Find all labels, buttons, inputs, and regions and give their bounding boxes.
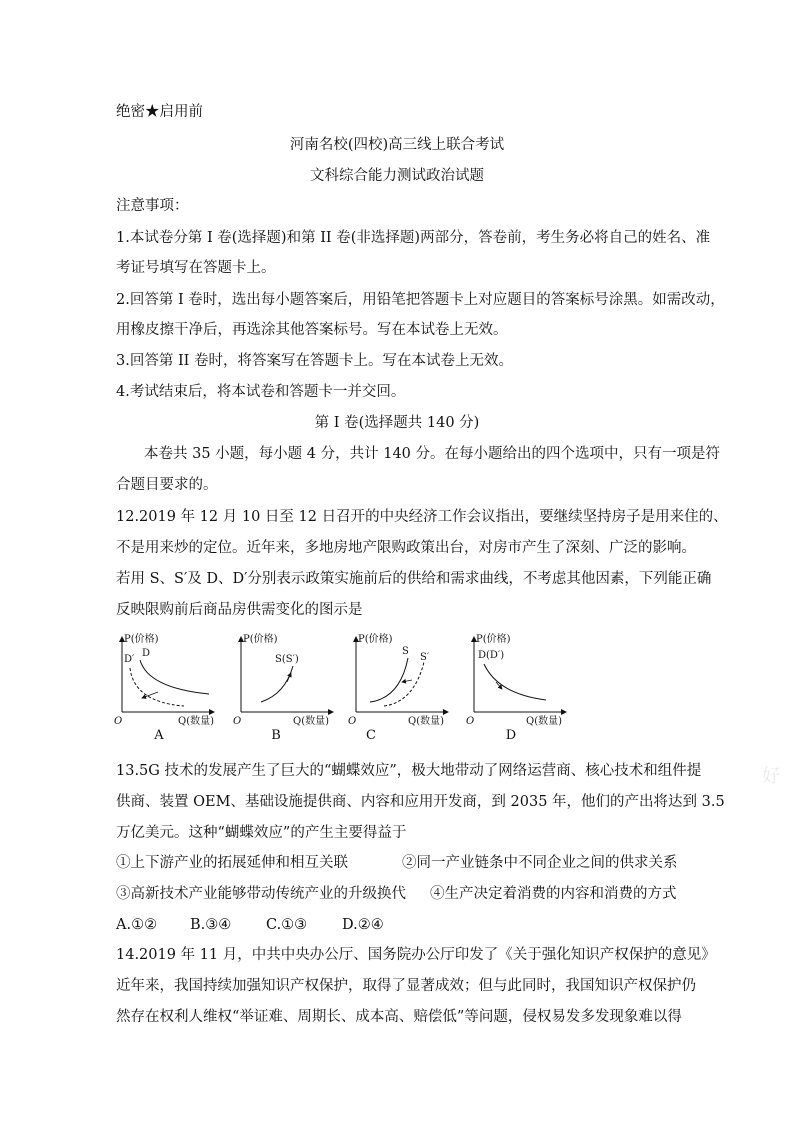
q12-line-4: 反映限购前后商品房供需变化的图示是 <box>116 602 363 618</box>
graph-b <box>233 632 343 742</box>
graph-b-label: B <box>271 728 281 743</box>
origin-label: O <box>348 716 357 727</box>
y-axis-label: P(价格) <box>358 634 393 645</box>
exam-subtitle: 文科综合能力测试政治试题 <box>310 168 484 184</box>
graph-a-label: A <box>154 728 164 743</box>
q13-statement-3: ③高新技术产业能够带动传统产业的升级换代 <box>116 886 406 902</box>
section-title: 第 I 卷(选择题共 140 分) <box>314 415 480 431</box>
graph-c <box>348 632 458 742</box>
curve-s <box>261 666 293 702</box>
note-3: 3.回答第 II 卷时，将答案写在答题卡上。写在本试卷上无效。 <box>116 353 514 369</box>
curve-d <box>484 664 546 700</box>
origin-label: O <box>466 716 475 727</box>
q13-choice-c: C.①③ <box>266 917 308 933</box>
q12-line-1: 12.2019 年 12 月 10 日至 12 日召开的中央经济工作会议指出，要继续坚持房子是用来住的、 <box>116 509 728 525</box>
q13-line-1: 13.5G 技术的发展产生了巨大的“蝴蝶效应”，极大地带动了网络运营商、核心技术和组件提 <box>116 763 702 779</box>
note-4: 4.考试结束后，将本试卷和答题卡一并交回。 <box>116 384 406 400</box>
section-intro-line-1: 本卷共 35 小题，每小题 4 分，共计 140 分。在每小题给出的四个选项中，只有一项是符 <box>144 446 721 462</box>
graph-d <box>466 632 576 742</box>
q13-choice-d: D.②④ <box>342 917 384 933</box>
watermark: 好 <box>762 766 780 787</box>
q12-line-3: 若用 S、S′及 D、D′分别表示政策实施前后的供给和需求曲线，不考虑其他因素，下列能正确 <box>116 571 712 587</box>
q14-line-1: 14.2019 年 11 月，中共中央办公厅、国务院办公厅印发了《关于强化知识产权保护的意见》 <box>116 947 716 963</box>
q14-line-3: 然存在权利人维权“举证难、周期长、成本高、赔偿低”等问题，侵权易发多发现象难以得 <box>116 1009 682 1025</box>
curve-label-s: S <box>402 646 409 657</box>
graph-a <box>114 632 224 742</box>
curve-label-s-prime: S′ <box>420 652 430 663</box>
q13-choice-b: B.③④ <box>190 917 232 933</box>
origin-label: O <box>233 716 242 727</box>
curve-d <box>140 660 209 694</box>
curve-label-d: D <box>142 648 151 659</box>
graph-d-label: D <box>505 728 517 743</box>
q13-line-3: 万亿美元。这种“蝴蝶效应”的产生主要得益于 <box>116 825 407 841</box>
note-1-line-1: 1.本试卷分第 I 卷(选择题)和第 II 卷(非选择题)两部分，答卷前，考生务必将自己的姓名、准 <box>116 230 711 246</box>
q14-line-2: 近年来，我国持续加强知识产权保护，取得了显著成效；但与此同时，我国知识产权保护仍 <box>116 978 696 994</box>
curve-d-prime <box>130 668 184 706</box>
curve-label-d-prime: D′ <box>124 654 135 665</box>
x-axis-label: Q(数量) <box>293 716 330 727</box>
origin-label: O <box>114 716 123 727</box>
q12-line-2: 不是用来炒的定位。近年来，多地房地产限购政策出台，对房市产生了深刻、广泛的影响。 <box>116 540 696 556</box>
note-2-line-1: 2.回答第 I 卷时，选出每小题答案后，用铅笔把答题卡上对应题目的答案标号涂黑。如需改动， <box>116 292 725 308</box>
note-2-line-2: 用橡皮擦干净后，再选涂其他答案标号。写在本试卷上无效。 <box>116 322 508 338</box>
exam-title: 河南名校(四校)高三线上联合考试 <box>289 137 505 153</box>
x-axis-label: Q(数量) <box>178 716 215 727</box>
movement-arrow <box>287 673 291 682</box>
q13-choice-a: A.①② <box>116 917 158 933</box>
notes-heading: 注意事项： <box>116 198 189 214</box>
x-axis-label: Q(数量) <box>526 716 563 727</box>
section-intro-line-2: 合题目要求的。 <box>116 477 218 493</box>
q13-statement-4: ④生产决定着消费的内容和消费的方式 <box>430 886 677 902</box>
q13-line-2: 供商、装置 OEM、基础设施提供商、内容和应用开发商，到 2035 年，他们的产出将达到 3.5 <box>116 794 725 810</box>
curve-label-d: D(D′) <box>478 650 505 661</box>
y-axis-label: P(价格) <box>243 634 278 645</box>
shift-arrow <box>402 680 412 682</box>
x-axis-label: Q(数量) <box>408 716 445 727</box>
graph-c-label: C <box>366 728 376 743</box>
q13-statement-1: ①上下游产业的拓展延伸和相互关联 <box>116 855 348 871</box>
y-axis-label: P(价格) <box>124 634 159 645</box>
y-axis-label: P(价格) <box>476 634 511 645</box>
curve-label-s: S(S′) <box>275 654 299 665</box>
curve-s <box>370 658 408 702</box>
curve-s-prime <box>384 662 424 706</box>
confidential-mark: 绝密★启用前 <box>116 104 203 120</box>
note-1-line-2: 考证号填写在答题卡上。 <box>116 260 276 276</box>
q13-statement-2: ②同一产业链条中不同企业之间的供求关系 <box>402 855 678 871</box>
